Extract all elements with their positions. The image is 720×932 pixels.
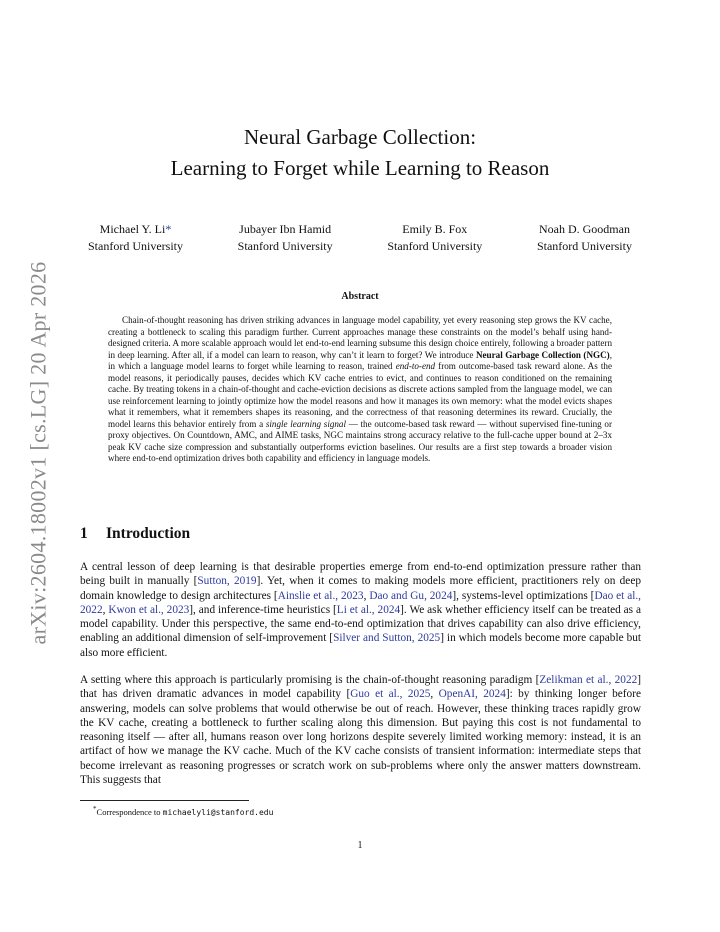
ngc-term: Neural Garbage Collection (NGC) — [475, 349, 610, 360]
citation-link[interactable]: Dao and Gu, 2024 — [369, 589, 453, 602]
arxiv-id: arXiv:2604.18002v1 [cs.LG] 20 Apr 2026 — [25, 261, 51, 645]
author-affiliation: Stanford University — [88, 238, 183, 253]
author-affiliation: Stanford University — [237, 238, 333, 253]
emphasis-end-to-end: end-to-end — [395, 361, 436, 371]
footnote-mark: * — [93, 805, 97, 813]
author-name: Michael Y. Li — [99, 222, 166, 236]
author-affiliation: Stanford University — [536, 238, 632, 253]
citation-link[interactable]: Silver and Sutton, 2025 — [333, 632, 441, 645]
author-emily-fox — [387, 221, 482, 254]
paper-title — [80, 122, 640, 184]
citation-link[interactable]: Kwon et al., 2023 — [108, 603, 190, 616]
author-jubayer-hamid — [238, 221, 333, 254]
section-heading-introduction — [80, 525, 190, 543]
author-name: Jubayer Ibn Hamid — [239, 222, 332, 236]
page-number: 1 — [357, 840, 363, 851]
section-title: Introduction — [106, 525, 191, 542]
footnote-divider — [80, 800, 249, 801]
citation-link[interactable]: Dao et al., 2022 — [80, 589, 642, 616]
citation-link[interactable]: OpenAI, 2024 — [438, 688, 506, 701]
author-noah-goodman — [537, 221, 632, 254]
emphasis-single-signal: single learning signal — [265, 418, 347, 429]
citation-link[interactable]: Guo et al., 2025 — [350, 688, 431, 701]
citation-link[interactable]: Li et al., 2024 — [336, 603, 401, 616]
author-name: Emily B. Fox — [402, 222, 468, 236]
author-affiliation: Stanford University — [387, 238, 483, 253]
title-line-2: Learning to Forget while Learning to Reason — [170, 156, 550, 180]
intro-paragraph-2: A setting where this approach is particularly promising is the chain-of-thought reasoning paradigm [Zelikman et al., 2022] that has driven dramatic advances in model capability [Guo et al., 2025, OpenAI, 2024]: by thinking longer before answering, models can solve problems that would otherwise be out of reach. However, these thinking traces rapidly grow the KV cache, creating a bottleneck to further scaling along this dimension. But paying this cost is not fundamental to reasoning itself — after all, humans reason over long horizons despite severely limited working memory: instead, it is an artifact of how we manage the KV cache. Much of the KV cache consists of transient information: intermediate steps that become irrelevant as reasoning progresses or scratch work on sub-problems where only the answer matters downstream. This suggests that — [80, 674, 642, 787]
arxiv-stamp — [18, 252, 58, 654]
author-list — [88, 221, 632, 254]
correspondence-email[interactable]: michaelyli@stanford.edu — [162, 807, 274, 817]
author-name: Noah D. Goodman — [538, 222, 630, 236]
title-line-1: Neural Garbage Collection: — [243, 125, 477, 149]
abstract-heading: Abstract — [341, 291, 379, 302]
author-michael-li — [88, 221, 183, 254]
section-number: 1 — [80, 525, 88, 542]
intro-paragraph-1: A central lesson of deep learning is that desirable properties emerge from end-to-end optimization pressure rather than being built in manually [Sutton, 2019]. Yet, when it comes to making models more efficient, practitioners rely on deep domain knowledge to design architectures [Ainslie et al., 2023, Dao and Gu, 2024], systems-level optimizations [Dao et al., 2022, Kwon et al., 2023], and inference-time heuristics [Li et al., 2024]. We ask whether efficiency itself can be treated as a model capability. Under this perspective, the same end-to-end optimization that drives capability can also drive efficiency, enabling an additional dimension of self-improvement [Silver and Sutton, 2025] in which models become more capable but also more efficient. — [80, 561, 642, 659]
citation-link[interactable]: Ainslie et al., 2023 — [277, 589, 364, 602]
abstract-body: Chain-of-thought reasoning has driven striking advances in language model capability, yet every reasoning step grows the KV cache, creating a bottleneck to scaling this paradigm further. Current approaches manage these constraints on the model’s behalf using hand-designed criteria. A more scalable approach would let end-to-end learning subsume this design choice entirely, following a broader pattern in deep learning. After all, if a model can learn to reason, why can’t it learn to forget? We introduce Neural Garbage Collection (NGC), in which a language model learns to forget while learning to reason, trained end-to-end from outcome-based task reward alone. As the model reasons, it periodically pauses, decides which KV cache entries to evict, and continues to reason conditioned on the remaining cache. By treating tokens in a chain-of-thought and cache-eviction decisions as discrete actions sampled from the language model, we can use reinforcement learning to jointly optimize how the model reasons and how it manages its own memory: what the model evicts shapes what it remembers, what it remembers shapes its reasoning, and the correctness of that reasoning determines its reward. Crucially, the model learns this behavior entirely from a single learning signal — the outcome-based task reward — without supervised fine-tuning or proxy objectives. On Countdown, AMC, and AIME tasks, NGC maintains strong accuracy relative to the full-cache upper bound at 2–3x peak KV cache size compression and substantially outperforms eviction baselines. Our results are a first step towards a broader vision where end-to-end optimization drives both capability and efficiency in language models. — [108, 315, 612, 463]
citation-link[interactable]: Zelikman et al., 2022 — [539, 674, 638, 686]
footnote-text: Correspondence to — [96, 806, 163, 817]
citation-link[interactable]: Sutton, 2019 — [197, 575, 257, 588]
footnote — [93, 805, 273, 817]
correspondence-mark[interactable]: * — [165, 222, 172, 236]
